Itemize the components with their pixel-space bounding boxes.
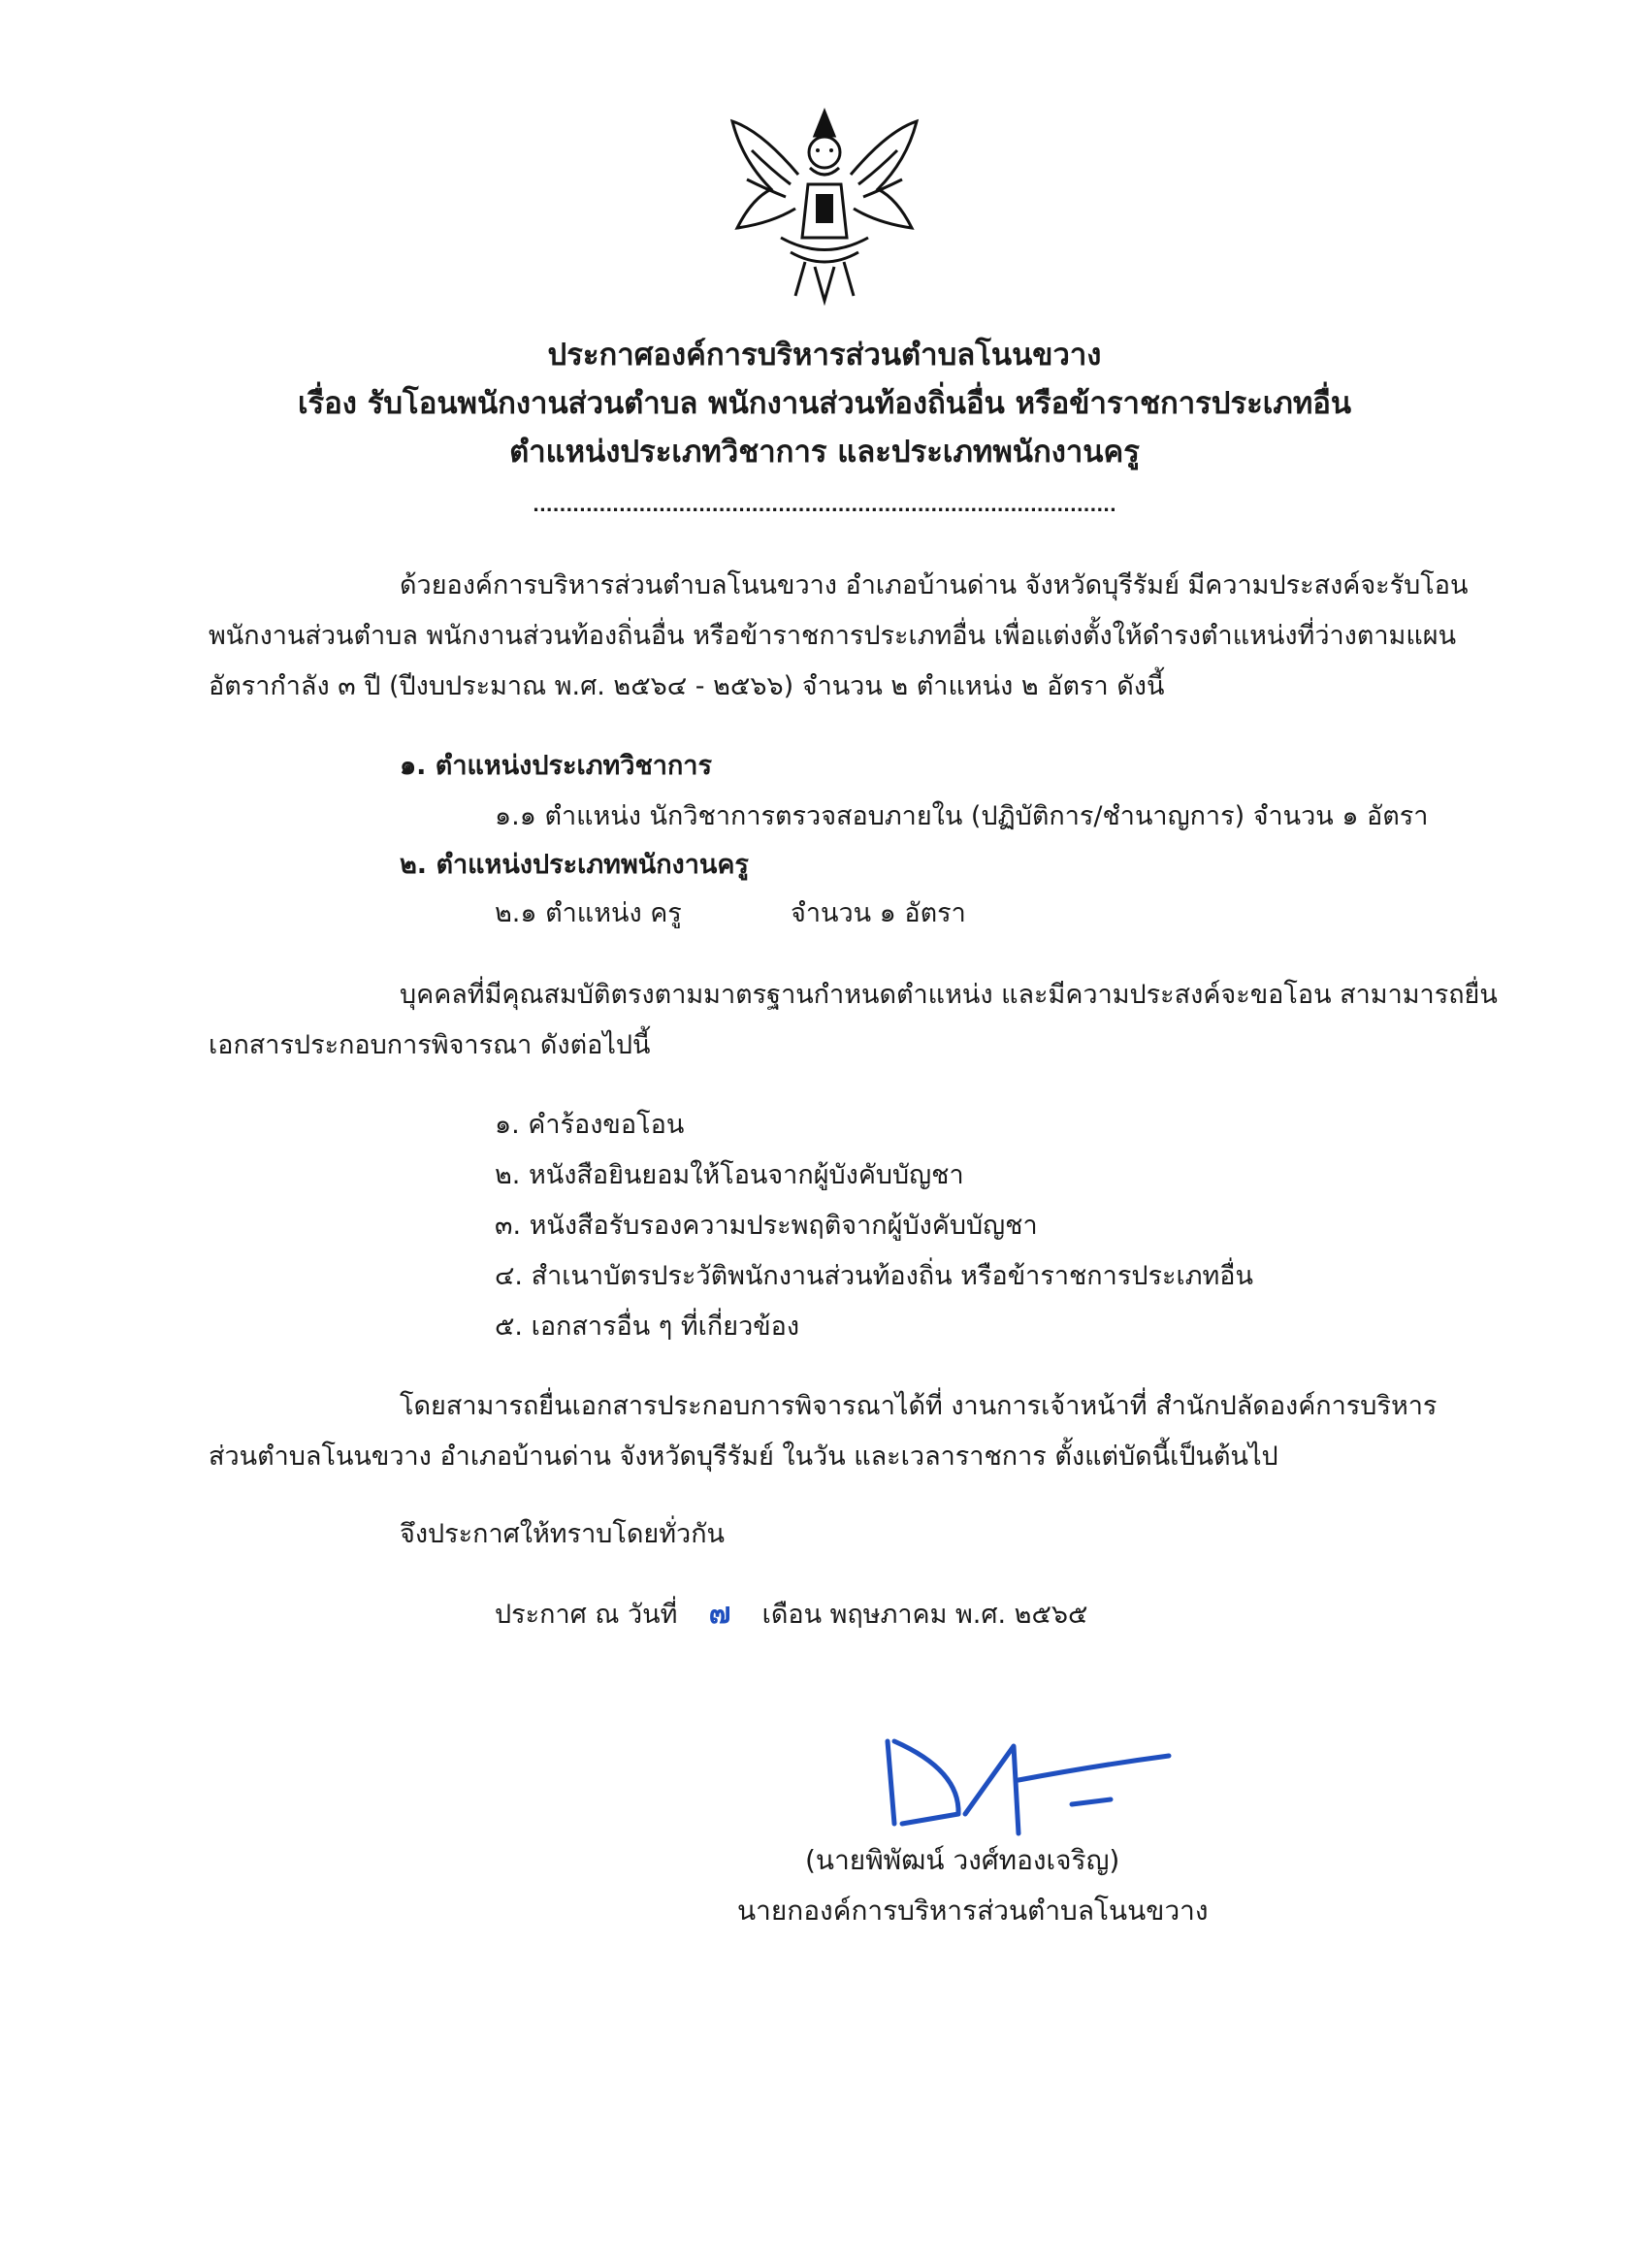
intro-line-1: ด้วยองค์การบริหารส่วนตำบลโนนขวาง อำเภอบ้านด่าน จังหวัดบุรีรัมย์ มีความประสงค์จะรับโอน — [400, 570, 1469, 600]
intro-line-3: อัตรากำลัง ๓ ปี (ปีงบประมาณ พ.ศ. ๒๕๖๔ - ๒๕๖๖) จำนวน ๒ ตำแหน่ง ๒ อัตรา ดังนี้ — [209, 671, 1165, 701]
handwritten-signature — [873, 1722, 1193, 1848]
signatory-title: นายกองค์การบริหารส่วนตำบลโนนขวาง — [737, 1895, 1209, 1927]
position-category-2: ๒. ตำแหน่งประเภทพนักงานครู — [400, 850, 749, 880]
intro-line-2: พนักงานส่วนตำบล พนักงานส่วนท้องถิ่นอื่น หรือข้าราชการประเภทอื่น เพื่อแต่งตั้งให้ดำรงตำแหน่งที่ว่างตามแผน — [209, 621, 1457, 651]
document-item: ๑. คำร้องขอโอน — [495, 1110, 685, 1140]
date-day: ๗ — [708, 1597, 731, 1631]
position-item-2-title: ๒.๑ ตำแหน่ง ครู — [495, 898, 682, 928]
announcement-subtitle: ตำแหน่งประเภทวิชาการ และประเภทพนักงานครู — [509, 435, 1140, 470]
qualify-line-1: บุคคลที่มีคุณสมบัติตรงตามมาตรฐานกำหนดตำแหน่ง และมีความประสงค์จะขอโอน สามามารถยื่น — [400, 980, 1498, 1010]
qualify-line-2: เอกสารประกอบการพิจารณา ดังต่อไปนี้ — [209, 1030, 651, 1060]
submit-line-1: โดยสามารถยื่นเอกสารประกอบการพิจารณาได้ที่ งานการเจ้าหน้าที่ สำนักปลัดองค์การบริหาร — [400, 1391, 1438, 1421]
position-category-1: ๑. ตำแหน่งประเภทวิชาการ — [400, 751, 712, 781]
document-item: ๒. หนังสือยินยอมให้โอนจากผู้บังคับบัญชา — [495, 1160, 964, 1190]
date-suffix: เดือน พฤษภาคม พ.ศ. ๒๕๖๕ — [761, 1600, 1088, 1630]
announcement-title: ประกาศองค์การบริหารส่วนตำบลโนนขวาง — [547, 338, 1102, 373]
position-item-2-count: จำนวน ๑ อัตรา — [791, 898, 966, 928]
document-item: ๓. หนังสือรับรองความประพฤติจากผู้บังคับบัญชา — [495, 1211, 1038, 1241]
closing-statement: จึงประกาศให้ทราบโดยทั่วกัน — [400, 1519, 725, 1549]
document-item: ๕. เอกสารอื่น ๆ ที่เกี่ยวข้อง — [495, 1312, 800, 1342]
document-item: ๔. สำเนาบัตรประวัติพนักงานส่วนท้องถิ่น หรือข้าราชการประเภทอื่น — [495, 1261, 1253, 1291]
position-item-1: ๑.๑ ตำแหน่ง นักวิชาการตรวจสอบภายใน (ปฏิบัติการ/ชำนาญการ) จำนวน ๑ อัตรา — [495, 801, 1429, 831]
submit-line-2: ส่วนตำบลโนนขวาง อำเภอบ้านด่าน จังหวัดบุรีรัมย์ ในวัน และเวลาราชการ ตั้งแต่บัดนี้เป็นต้นไป — [209, 1442, 1278, 1472]
announcement-subject: เรื่อง รับโอนพนักงานส่วนตำบล พนักงานส่วนท้องถิ่นอื่น หรือข้าราชการประเภทอื่น — [297, 386, 1352, 421]
signatory-name: (นายพิพัฒน์ วงศ์ทองเจริญ) — [805, 1844, 1120, 1876]
announcement-date — [495, 1595, 1087, 1635]
garuda-emblem — [723, 92, 926, 306]
header-divider: ........................................................................................ — [533, 496, 1116, 516]
date-prefix: ประกาศ ณ วันที่ — [495, 1600, 678, 1630]
